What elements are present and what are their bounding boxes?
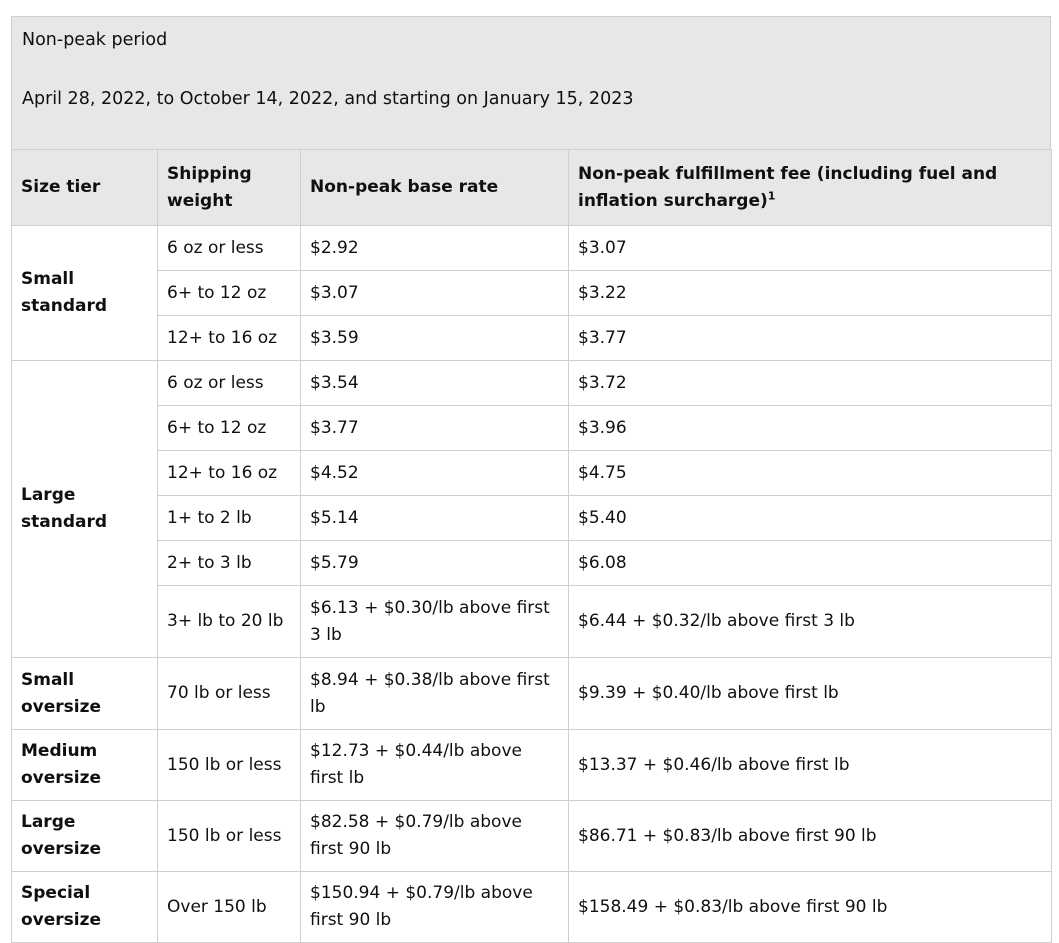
size-tier-cell: Large standard — [12, 361, 158, 658]
base-rate-cell: $3.54 — [301, 361, 569, 406]
shipping-weight-cell: 1+ to 2 lb — [158, 496, 301, 541]
base-rate-cell: $2.92 — [301, 226, 569, 271]
fulfillment-fee-cell: $9.39 + $0.40/lb above first lb — [569, 658, 1052, 730]
table-row — [12, 586, 1052, 658]
table-header-row — [12, 150, 1052, 226]
size-tier-cell: Special oversize — [12, 872, 158, 943]
column-header-fee — [569, 150, 1052, 226]
fulfillment-fee-cell: $3.22 — [569, 271, 1052, 316]
fulfillment-fee-cell: $86.71 + $0.83/lb above first 90 lb — [569, 801, 1052, 872]
base-rate-cell: $5.79 — [301, 541, 569, 586]
table-row — [12, 361, 1052, 406]
fulfillment-fee-cell: $6.08 — [569, 541, 1052, 586]
base-rate-cell: $3.07 — [301, 271, 569, 316]
shipping-weight-cell: 6 oz or less — [158, 361, 301, 406]
size-tier-cell: Small standard — [12, 226, 158, 361]
table-row — [12, 271, 1052, 316]
shipping-weight-cell: 150 lb or less — [158, 801, 301, 872]
base-rate-cell: $8.94 + $0.38/lb above first lb — [301, 658, 569, 730]
base-rate-cell: $6.13 + $0.30/lb above first 3 lb — [301, 586, 569, 658]
period-dates: April 28, 2022, to October 14, 2022, and starting on January 15, 2023 — [22, 89, 634, 109]
base-rate-cell: $150.94 + $0.79/lb above first 90 lb — [301, 872, 569, 943]
fulfillment-fee-cell: $3.77 — [569, 316, 1052, 361]
table-row — [12, 451, 1052, 496]
shipping-weight-cell: 2+ to 3 lb — [158, 541, 301, 586]
fulfillment-fee-cell: $13.37 + $0.46/lb above first lb — [569, 730, 1052, 801]
shipping-weight-cell: 150 lb or less — [158, 730, 301, 801]
column-header-shipping-weight: Shipping weight — [158, 150, 301, 226]
table-row — [12, 801, 1052, 872]
table-row — [12, 658, 1052, 730]
size-tier-cell: Medium oversize — [12, 730, 158, 801]
shipping-weight-cell: 12+ to 16 oz — [158, 316, 301, 361]
fulfillment-fee-cell: $6.44 + $0.32/lb above first 3 lb — [569, 586, 1052, 658]
table-row — [12, 316, 1052, 361]
fulfillment-fee-cell: $3.96 — [569, 406, 1052, 451]
base-rate-cell: $12.73 + $0.44/lb above first lb — [301, 730, 569, 801]
fulfillment-fee-cell: $4.75 — [569, 451, 1052, 496]
fulfillment-fee-cell: $3.72 — [569, 361, 1052, 406]
base-rate-cell: $3.59 — [301, 316, 569, 361]
shipping-weight-cell: 6+ to 12 oz — [158, 271, 301, 316]
column-header-base-rate: Non-peak base rate — [301, 150, 569, 226]
column-header-size-tier: Size tier — [12, 150, 158, 226]
fee-table — [11, 149, 1052, 943]
shipping-weight-cell: 3+ lb to 20 lb — [158, 586, 301, 658]
base-rate-cell: $3.77 — [301, 406, 569, 451]
fee-header-label: Non-peak fulfillment fee (including fuel and inflation surcharge) — [578, 163, 998, 211]
table-row — [12, 406, 1052, 451]
size-tier-cell: Small oversize — [12, 658, 158, 730]
table-row — [12, 226, 1052, 271]
period-label: Non-peak period — [22, 30, 168, 50]
shipping-weight-cell: 12+ to 16 oz — [158, 451, 301, 496]
shipping-weight-cell: 6 oz or less — [158, 226, 301, 271]
size-tier-cell: Large oversize — [12, 801, 158, 872]
period-header — [11, 16, 1051, 149]
fee-table-container — [11, 16, 1051, 943]
base-rate-cell: $5.14 — [301, 496, 569, 541]
fulfillment-fee-cell: $158.49 + $0.83/lb above first 90 lb — [569, 872, 1052, 943]
base-rate-cell: $82.58 + $0.79/lb above first 90 lb — [301, 801, 569, 872]
shipping-weight-cell: 6+ to 12 oz — [158, 406, 301, 451]
footnote-marker: 1 — [767, 188, 776, 202]
shipping-weight-cell: 70 lb or less — [158, 658, 301, 730]
base-rate-cell: $4.52 — [301, 451, 569, 496]
table-row — [12, 496, 1052, 541]
shipping-weight-cell: Over 150 lb — [158, 872, 301, 943]
fulfillment-fee-cell: $3.07 — [569, 226, 1052, 271]
table-row — [12, 730, 1052, 801]
fulfillment-fee-cell: $5.40 — [569, 496, 1052, 541]
table-row — [12, 541, 1052, 586]
